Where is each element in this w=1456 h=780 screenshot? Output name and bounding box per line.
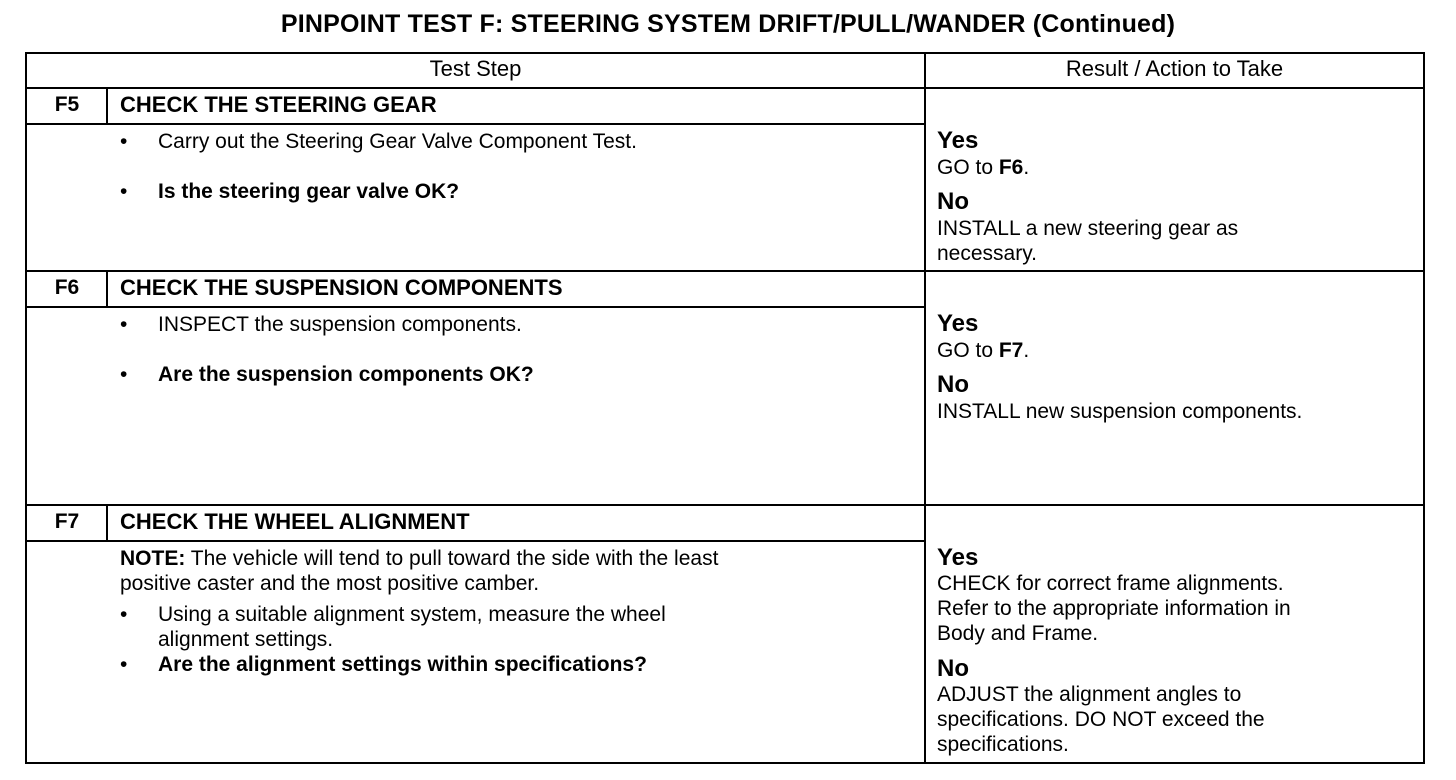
no-label: No — [937, 188, 969, 215]
page-title: PINPOINT TEST F: STEERING SYSTEM DRIFT/PULL/WANDER (Continued) — [280, 10, 1176, 38]
yes-action: GO to F6. — [937, 156, 1030, 179]
bullet-icon: • — [120, 363, 128, 386]
yes-action: CHECK for correct frame alignments. Refer to the appropriate information in Body and Frame. — [937, 572, 1291, 645]
step-instruction: INSPECT the suspension components. — [158, 313, 522, 336]
bullet-icon: • — [120, 603, 128, 626]
step-instruction: Using a suitable alignment system, measure the wheel alignment settings. — [158, 603, 666, 651]
bullet-icon: • — [120, 313, 128, 336]
step-id: F7 — [54, 510, 80, 533]
step-question: Are the suspension components OK? — [158, 363, 534, 386]
header-test-step: Test Step — [429, 56, 522, 81]
step-id: F5 — [54, 93, 80, 116]
yes-action: GO to F7. — [937, 339, 1030, 362]
header-result: Result / Action to Take — [1065, 56, 1284, 81]
step-title: CHECK THE WHEEL ALIGNMENT — [120, 509, 470, 534]
bullet-icon: • — [120, 180, 128, 203]
row-divider — [25, 270, 1425, 272]
step-title: CHECK THE SUSPENSION COMPONENTS — [120, 275, 563, 300]
no-action: ADJUST the alignment angles to specifications. DO NOT exceed the specifications. — [937, 683, 1265, 756]
row-divider — [25, 123, 925, 125]
no-label: No — [937, 655, 969, 682]
bullet-icon: • — [120, 653, 128, 676]
row-divider — [25, 306, 925, 308]
no-action: INSTALL a new steering gear as necessary. — [937, 217, 1239, 265]
note-text: NOTE: The vehicle will tend to pull toward the side with the least positive caster and the most positive camber. — [120, 547, 719, 595]
step-title: CHECK THE STEERING GEAR — [120, 92, 437, 117]
no-action: INSTALL new suspension components. — [937, 400, 1303, 423]
yes-label: Yes — [937, 544, 979, 571]
row-divider — [25, 540, 925, 542]
step-question: Are the alignment settings within specifications? — [158, 653, 647, 676]
yes-label: Yes — [937, 310, 979, 337]
step-instruction: Carry out the Steering Gear Valve Component Test. — [158, 130, 637, 153]
bullet-icon: • — [120, 130, 128, 153]
step-question: Is the steering gear valve OK? — [158, 180, 460, 203]
yes-label: Yes — [937, 127, 979, 154]
step-id: F6 — [54, 276, 80, 299]
row-divider — [25, 87, 1425, 89]
row-divider — [25, 504, 1425, 506]
no-label: No — [937, 371, 969, 398]
column-divider — [924, 52, 926, 764]
